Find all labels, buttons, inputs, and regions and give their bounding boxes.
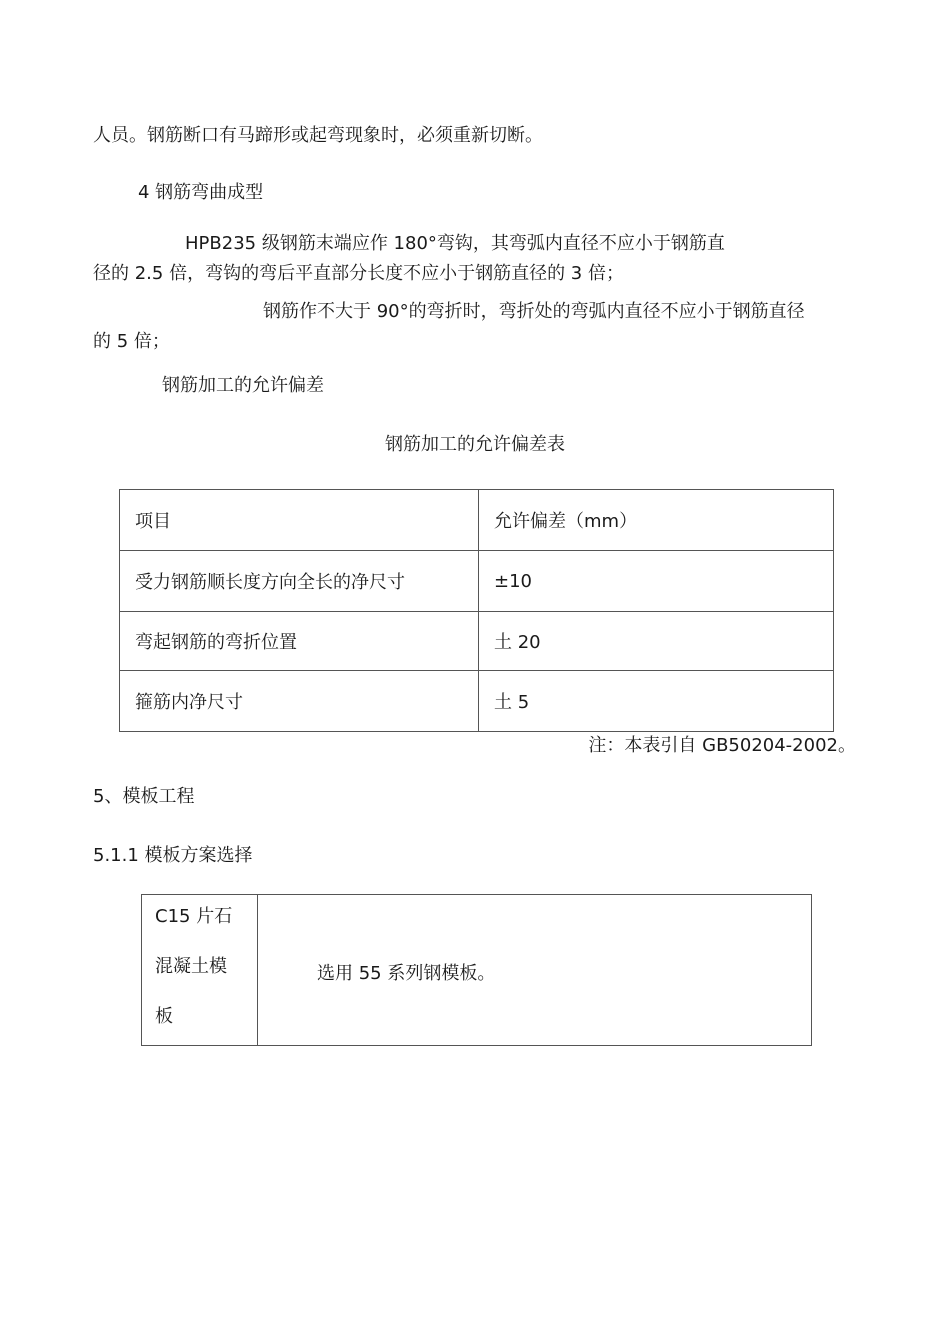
table-cell-item: 受力钢筋顺长度方向全长的净尺寸 <box>120 551 479 612</box>
table-note: 注：本表引自 GB50204-2002。 <box>588 735 856 756</box>
table-cell-item: 弯起钢筋的弯折位置 <box>120 612 479 671</box>
formwork-label-line: 混凝土模 <box>155 956 227 977</box>
deviation-table <box>119 489 834 732</box>
paragraph-5: 钢筋加工的允许偏差 <box>162 375 324 396</box>
table-cell-deviation: 土 20 <box>479 612 834 671</box>
table-header-row <box>120 490 834 551</box>
header-cell-item: 项目 <box>120 490 479 551</box>
section-5-subtitle: 5.1.1 模板方案选择 <box>93 845 253 866</box>
header-cell-deviation: 允许偏差（mm） <box>479 490 834 551</box>
paragraph-3-line-1: HPB235 级钢筋末端应作 180°弯钩，其弯弧内直径不应小于钢筋直 <box>185 233 725 254</box>
formwork-content-cell: 选用 55 系列钢模板。 <box>258 895 812 1046</box>
formwork-label-cell <box>142 895 258 1046</box>
formwork-table <box>141 894 812 1046</box>
table-row <box>120 671 834 732</box>
table-row <box>120 551 834 612</box>
formwork-label-line: 板 <box>155 1006 173 1027</box>
formwork-label-line: C15 片石 <box>155 906 233 927</box>
table-title: 钢筋加工的允许偏差表 <box>385 434 565 455</box>
paragraph-3-line-2: 径的 2.5 倍，弯钩的弯后平直部分长度不应小于钢筋直径的 3 倍； <box>93 263 624 284</box>
table-cell-deviation: ±10 <box>479 551 834 612</box>
table-row <box>120 612 834 671</box>
section-5-title: 5、模板工程 <box>93 786 195 807</box>
section-heading-4: 4 钢筋弯曲成型 <box>138 182 264 203</box>
paragraph-4-line-1: 钢筋作不大于 90°的弯折时，弯折处的弯弧内直径不应小于钢筋直径 <box>263 301 805 322</box>
table-cell-deviation: 土 5 <box>479 671 834 732</box>
paragraph-1: 人员。钢筋断口有马蹄形或起弯现象时，必须重新切断。 <box>93 125 543 146</box>
table-row <box>142 895 812 1046</box>
table-cell-item: 箍筋内净尺寸 <box>120 671 479 732</box>
paragraph-4-line-2: 的 5 倍； <box>93 331 170 352</box>
